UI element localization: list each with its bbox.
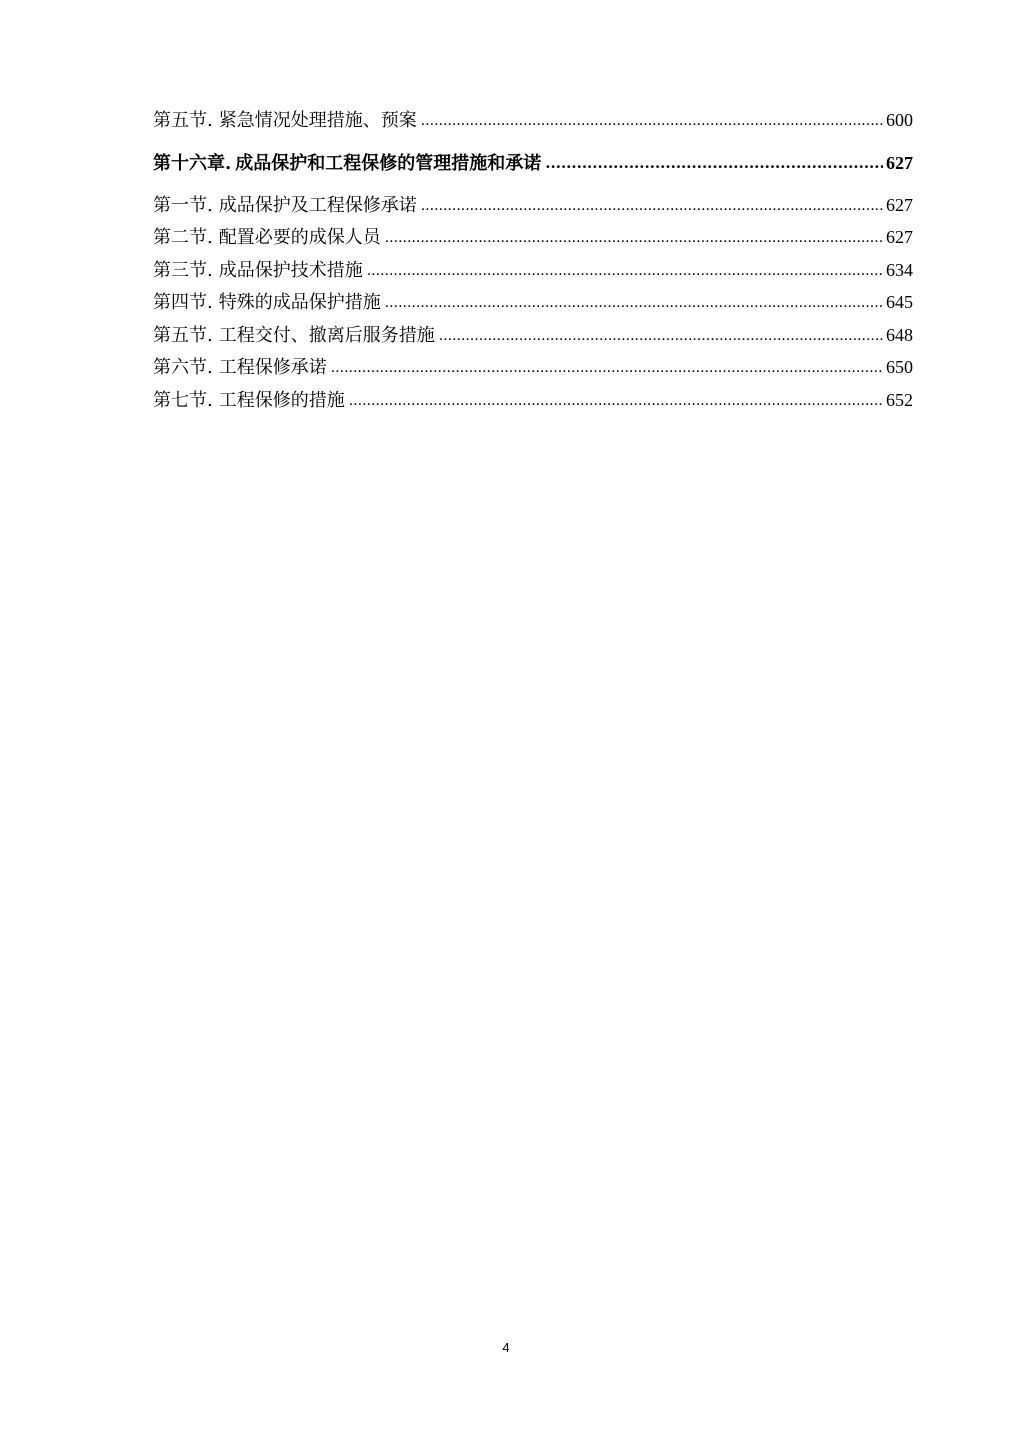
toc-entry-title: 成品保护及工程保修承诺 [218, 194, 417, 216]
toc-entry-title: 工程保修承诺 [218, 357, 327, 378]
toc-dot-leader [331, 351, 883, 385]
toc-dot-leader [421, 104, 883, 138]
toc-dot-leader [349, 384, 883, 418]
toc-entry[interactable] [153, 286, 913, 319]
toc-entry-title: 成品保护技术措施 [218, 259, 363, 281]
toc-entry-number: 第五节. [153, 110, 213, 131]
toc-entry-page: 627 [886, 227, 913, 247]
toc-entry-number: 第二节. [153, 227, 213, 248]
toc-entry-title: 特殊的成品保护措施 [218, 292, 381, 313]
toc-entry[interactable] [153, 319, 913, 352]
toc-entry-title: 工程交付、撤离后服务措施 [218, 324, 435, 346]
toc-entry[interactable] [153, 189, 913, 222]
toc-entry-number: 第五节. [153, 324, 213, 346]
toc-dot-leader [421, 189, 883, 223]
toc-dot-leader [439, 319, 883, 353]
toc-entry[interactable] [153, 351, 913, 384]
toc-entry-page: 627 [886, 152, 913, 173]
toc-entry-number: 第四节. [153, 292, 213, 313]
toc-dot-leader [385, 286, 883, 320]
page-number: 4 [502, 1340, 510, 1355]
toc-dot-leader [367, 254, 883, 288]
toc-entry-title: 配置必要的成保人员 [218, 227, 381, 248]
toc-entry-title: 工程保修的措施 [218, 389, 345, 411]
toc-entry[interactable] [153, 104, 913, 137]
toc-entry[interactable] [153, 384, 913, 417]
toc-entry-title: 成品保护和工程保修的管理措施和承诺 [235, 152, 542, 174]
toc-entry-page: 650 [886, 357, 913, 377]
toc-entry-page: 634 [886, 259, 913, 280]
toc-entry-number: 第七节. [153, 389, 213, 411]
toc-entry-page: 645 [886, 292, 913, 312]
toc-entry[interactable] [153, 254, 913, 287]
toc-chapter-entry[interactable] [153, 137, 913, 189]
toc-entry-number: 第一节. [153, 194, 213, 216]
toc-dot-leader [545, 137, 883, 189]
toc-entry-number: 第十六章. [153, 152, 232, 174]
toc-entry[interactable] [153, 221, 913, 254]
table-of-contents [153, 104, 913, 416]
toc-entry-page: 652 [886, 389, 913, 410]
toc-entry-page: 600 [886, 110, 913, 130]
toc-entry-title: 紧急情况处理措施、预案 [218, 110, 417, 131]
toc-entry-page: 648 [886, 324, 913, 345]
toc-dot-leader [385, 221, 883, 255]
toc-entry-number: 第三节. [153, 259, 213, 281]
toc-entry-number: 第六节. [153, 357, 213, 378]
toc-entry-page: 627 [886, 194, 913, 215]
